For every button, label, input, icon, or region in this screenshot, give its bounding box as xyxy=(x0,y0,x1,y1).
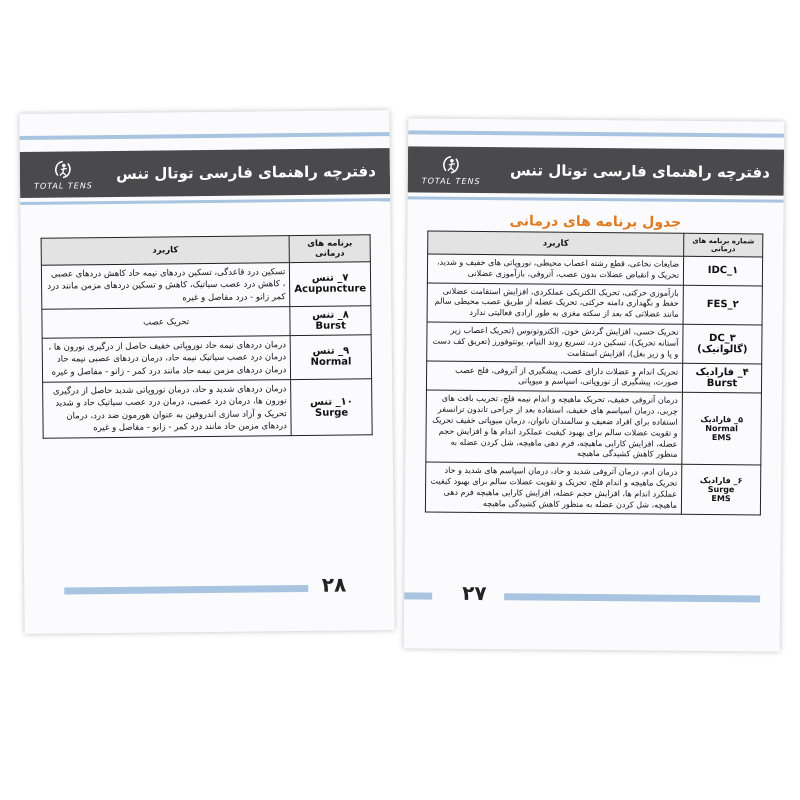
header-underline-stripe xyxy=(20,198,390,205)
program-usage: درمان آتروفی خفیف، تحریک ماهیچه و اندام نیمه فلج، تخریب بافت های چربی، درمان اسپاسم های خفیف، استفاده بعد از جراحی تاندون ترانسفر استفاده برای افراد ضعیف و سالمندان ناتوان، درمان میوپاتی خفیف تحریک و تقویت عضلات سالم برای بهبود کیفیت عملکرد اندام ها و افزایش حجم عضله، افزایش کارایی ماهیچه، فرم دهی ماهیچه، شل کردن عضله به منظور کاهش کشیدگی ماهیچه xyxy=(426,390,683,464)
footer-stripe xyxy=(64,585,308,595)
page-header xyxy=(20,148,390,198)
programs-table xyxy=(425,231,763,516)
table-row xyxy=(426,361,761,393)
table-row xyxy=(42,335,371,382)
column-header-programs: برنامه های درمانی xyxy=(289,235,370,263)
programs-table xyxy=(41,234,373,439)
table-row xyxy=(42,306,371,338)
logo-text: TOTAL TENS xyxy=(33,181,93,191)
header-title: دفترچه راهنمای فارسی توتال تنس xyxy=(116,162,377,183)
program-name: ۱۰_ تنس Surge xyxy=(291,379,372,436)
program-usage: تحریک عصب xyxy=(42,307,291,339)
total-tens-logo xyxy=(422,153,481,186)
footer-corner-stripe xyxy=(404,592,432,599)
booklet-page-27 xyxy=(404,118,785,651)
column-header-programs: شماره برنامه های درمانی xyxy=(684,233,763,257)
program-name: ۴_ فارادیک Burst xyxy=(682,364,761,394)
header-underline-stripe xyxy=(408,196,784,202)
top-stripe xyxy=(408,130,784,137)
program-usage: تحریک اندام و عضلات دارای عصب، پیشگیری از آتروفی، فلج عصب صورت، پیشگیری از نوروپاتی، اسپاسم و میوپاتی xyxy=(426,361,682,392)
program-name: ۷_ تنس Acupuncture xyxy=(290,262,371,307)
column-header-usage: کاربرد xyxy=(41,236,290,266)
table-header-row xyxy=(428,231,763,257)
program-usage: ضایعات نخاعی، قطع رشته اعصاب محیطی، نوروپاتی های خفیف و شدید، تحریک و انقباض عضلات بدون عصب، آتروفی، بازآموزی عضلانی xyxy=(427,254,683,285)
table-row xyxy=(425,462,760,515)
logo-figure-icon xyxy=(52,158,74,180)
column-header-usage: کاربرد xyxy=(428,231,684,256)
top-stripe xyxy=(20,132,390,140)
program-name: IDC_۱ xyxy=(683,256,762,285)
section-title: جدول برنامه های درمانی xyxy=(509,213,682,231)
table-row xyxy=(426,390,762,465)
table-row xyxy=(427,283,762,325)
table-row xyxy=(43,379,373,439)
program-name: DC_۳ (گالوانیک) xyxy=(683,324,762,364)
program-usage: تحریک حسی، افزایش گردش خون، الکتروتونوس (تحریک اعصاب زیر آستانه تحریک)، تسکین درد، تسریع روند التیام، یونتوفورز (تعریق کف دست و پا و زیر بغل)، افزایش استقامت xyxy=(427,322,683,364)
program-usage: بازآموزی حرکتی، تحریک الکتریکی عملکردی، افزایش استقامت عضلانی حفظ و نگهداری دامنه حرکتی، تحریک عضله از طریق عصب محیطی سالم مانند عضلاتی که بعد از سکته مغزی به طور ارادی فعالیتی ندارد xyxy=(427,283,683,325)
page-number: ۲۸ xyxy=(321,572,347,597)
table-row xyxy=(427,254,762,286)
logo-text: TOTAL TENS xyxy=(421,176,481,187)
total-tens-logo xyxy=(34,158,93,191)
program-name: ۶_ فارادیک Surge EMS xyxy=(681,464,760,515)
table-row xyxy=(41,262,370,309)
page-number: ۲۷ xyxy=(462,580,487,606)
program-usage: تسکین درد قاعدگی، تسکین دردهای نیمه حاد کاهش دردهای عصبی ، کاهش درد عصب سیاتیک، کاهش و تسکین دردهای مزمن مانند درد کمر زانو - درد مفاصل و غیره xyxy=(41,263,290,310)
program-name: ۹_ تنس Normal xyxy=(290,335,371,380)
table-header-row xyxy=(41,235,370,265)
table-row xyxy=(427,322,762,364)
page-header xyxy=(408,146,784,195)
booklet-page-28 xyxy=(19,110,394,634)
program-usage: درمان دردهای نیمه حاد نوروپاتی خفیف حاصل از درگیری نورون ها ، درمان درد عصب سیاتیک نیمه حاد، درمان دردهای عصبی نیمه حاد درمان دردهای مزمن نیمه حاد مانند درد کمر - زانو - مفاصل و غیره xyxy=(42,336,291,383)
logo-figure-icon xyxy=(440,154,462,176)
header-title: دفترچه راهنمای فارسی توتال تنس xyxy=(509,161,770,182)
program-usage: درمان ادم، درمان آتروفی شدید و حاد، درمان اسپاسم های شدید و حاد تحریک ماهیچه و اندام فلج، تحریک و تقویت عضلات سالم برای بهبود کیفیت عملکرد اندام ها، افزایش حجم عضله، افزایش کارایی ماهیچه فرم دهی ماهیچه، شل کردن عضله به منظور کاهش کشیدگی ماهیچه xyxy=(425,462,681,514)
program-name: FES_۲ xyxy=(683,285,762,325)
program-name: ۵_ فارادیک Normal EMS xyxy=(682,393,762,465)
program-usage: درمان دردهای شدید و حاد، درمان نوروپاتی شدید حاصل از درگیری نورون ها، درمان درد عصبی، درمان درد عصب سیاتیک حاد و شدید تحریک و آزاد سازی اندروفین به عنوان هورمون ضد درد، درمان دردهای مزمن حاد مانند درد کمر - زانو - مفاصل و غیره xyxy=(43,379,292,438)
program-name: ۸_ تنس Burst xyxy=(290,306,371,336)
footer-stripe xyxy=(504,593,760,602)
